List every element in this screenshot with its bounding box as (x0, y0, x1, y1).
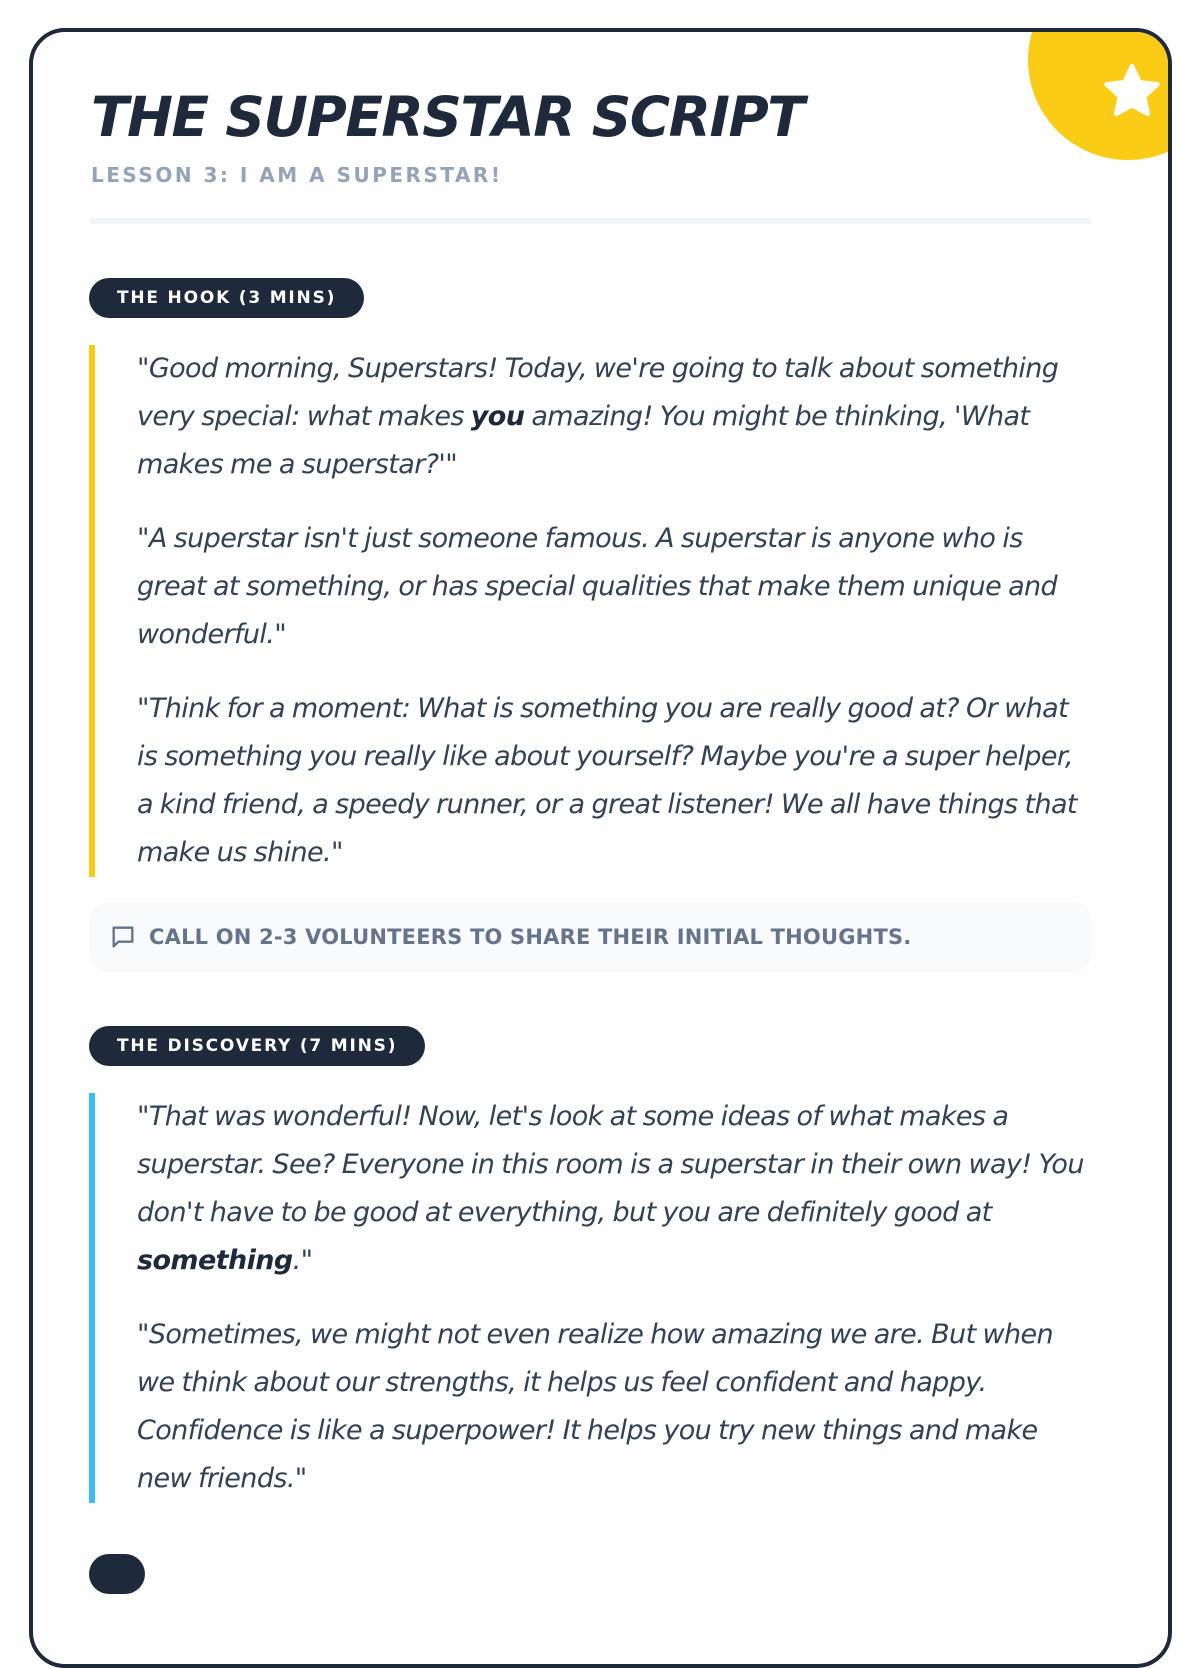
star-icon (1100, 60, 1164, 124)
script-paragraph (137, 345, 1089, 489)
script-paragraph: "A superstar isn't just someone famous. A superstar is anyone who is great at something, or has special qualities that make them unique and wonderful." (137, 523, 1058, 650)
section-label-discovery: THE DISCOVERY (7 MINS) (89, 1026, 425, 1066)
header-divider (89, 218, 1092, 224)
section-label-next (89, 1554, 145, 1594)
page-title: THE SUPERSTAR SCRIPT (91, 85, 804, 149)
quote-emphasis: you (470, 401, 525, 432)
quote-emphasis: something (137, 1245, 293, 1276)
script-paragraph (137, 1093, 1089, 1285)
message-square-icon (109, 923, 137, 951)
quote-text: ." (292, 1245, 313, 1276)
teacher-instruction (89, 902, 1092, 972)
script-block-hook (89, 345, 1089, 877)
quote-text: amazing! You might be thinking, 'What makes me a superstar?'" (137, 401, 1030, 480)
script-paragraph: "Think for a moment: What is something you are really good at? Or what is something you really like about yourself? Maybe you're a super helper, a kind friend, a speedy runner, or a great listener! We all have things that make us shine." (137, 693, 1077, 868)
quote-text: "Good morning, Superstars! Today, we're going to talk about something very special: what makes (137, 353, 1059, 432)
instruction-text: CALL ON 2-3 VOLUNTEERS TO SHARE THEIR INITIAL THOUGHTS. (149, 925, 912, 949)
script-card (29, 28, 1172, 1668)
script-paragraph: "Sometimes, we might not even realize how amazing we are. But when we think about our strengths, it helps us feel confident and happy. Confidence is like a superpower! It helps you try new things and make new friends." (137, 1319, 1054, 1494)
section-label-hook: THE HOOK (3 MINS) (89, 278, 364, 318)
quote-text: "That was wonderful! Now, let's look at some ideas of what makes a superstar. See? Everyone in this room is a superstar in their own way! You don't have to be good at everything, but you are definitely good at (137, 1101, 1084, 1228)
lesson-subtitle: LESSON 3: I AM A SUPERSTAR! (91, 163, 503, 187)
script-block-discovery (89, 1093, 1089, 1503)
